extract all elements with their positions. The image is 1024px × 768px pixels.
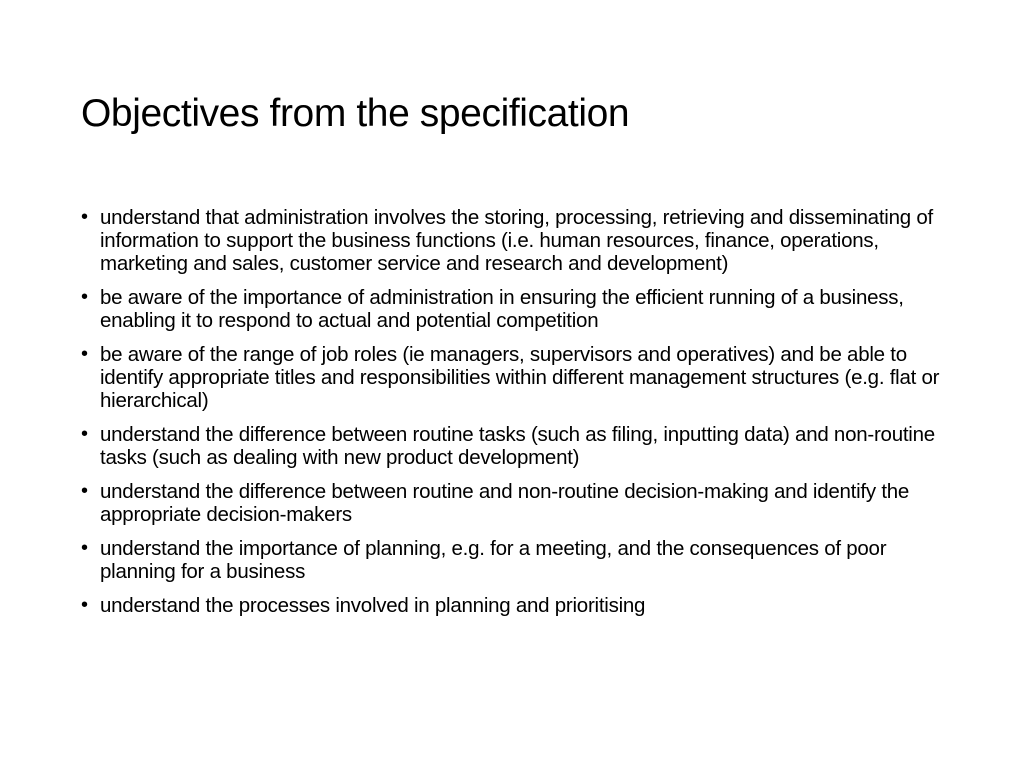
- list-item-text: understand the difference between routine and non-routine decision-making and identify the appropriate decision-makers: [100, 480, 910, 526]
- list-item-text: understand that administration involves the storing, processing, retrieving and disseminating of information to support the business functions (i.e. human resources, finance, operations, marketing and sales, customer service and research and development): [100, 206, 933, 275]
- bullet-icon: •: [81, 343, 88, 365]
- objectives-list: [81, 206, 951, 628]
- list-item: [81, 286, 951, 332]
- list-item-text: understand the difference between routine tasks (such as filing, inputting data) and non-routine tasks (such as dealing with new product development): [100, 423, 935, 469]
- list-item-text: be aware of the range of job roles (ie managers, supervisors and operatives) and be able to identify appropriate titles and responsibilities within different management structures (e.g. flat or hierarchical): [100, 343, 940, 412]
- list-item-text: be aware of the importance of administration in ensuring the efficient running of a business, enabling it to respond to actual and potential competition: [100, 286, 904, 332]
- list-item: [81, 206, 951, 275]
- list-item: [81, 343, 951, 412]
- list-item: [81, 594, 951, 617]
- list-item: [81, 537, 951, 583]
- bullet-icon: •: [81, 480, 88, 502]
- list-item-text: understand the processes involved in planning and prioritising: [100, 594, 646, 617]
- bullet-icon: •: [81, 286, 88, 308]
- bullet-icon: •: [81, 423, 88, 445]
- bullet-icon: •: [81, 537, 88, 559]
- list-item-text: understand the importance of planning, e.g. for a meeting, and the consequences of poor planning for a business: [100, 537, 887, 583]
- bullet-icon: •: [81, 206, 88, 228]
- bullet-icon: •: [81, 594, 88, 616]
- list-item: [81, 423, 951, 469]
- slide-title: Objectives from the specification: [81, 92, 630, 135]
- list-item: [81, 480, 951, 526]
